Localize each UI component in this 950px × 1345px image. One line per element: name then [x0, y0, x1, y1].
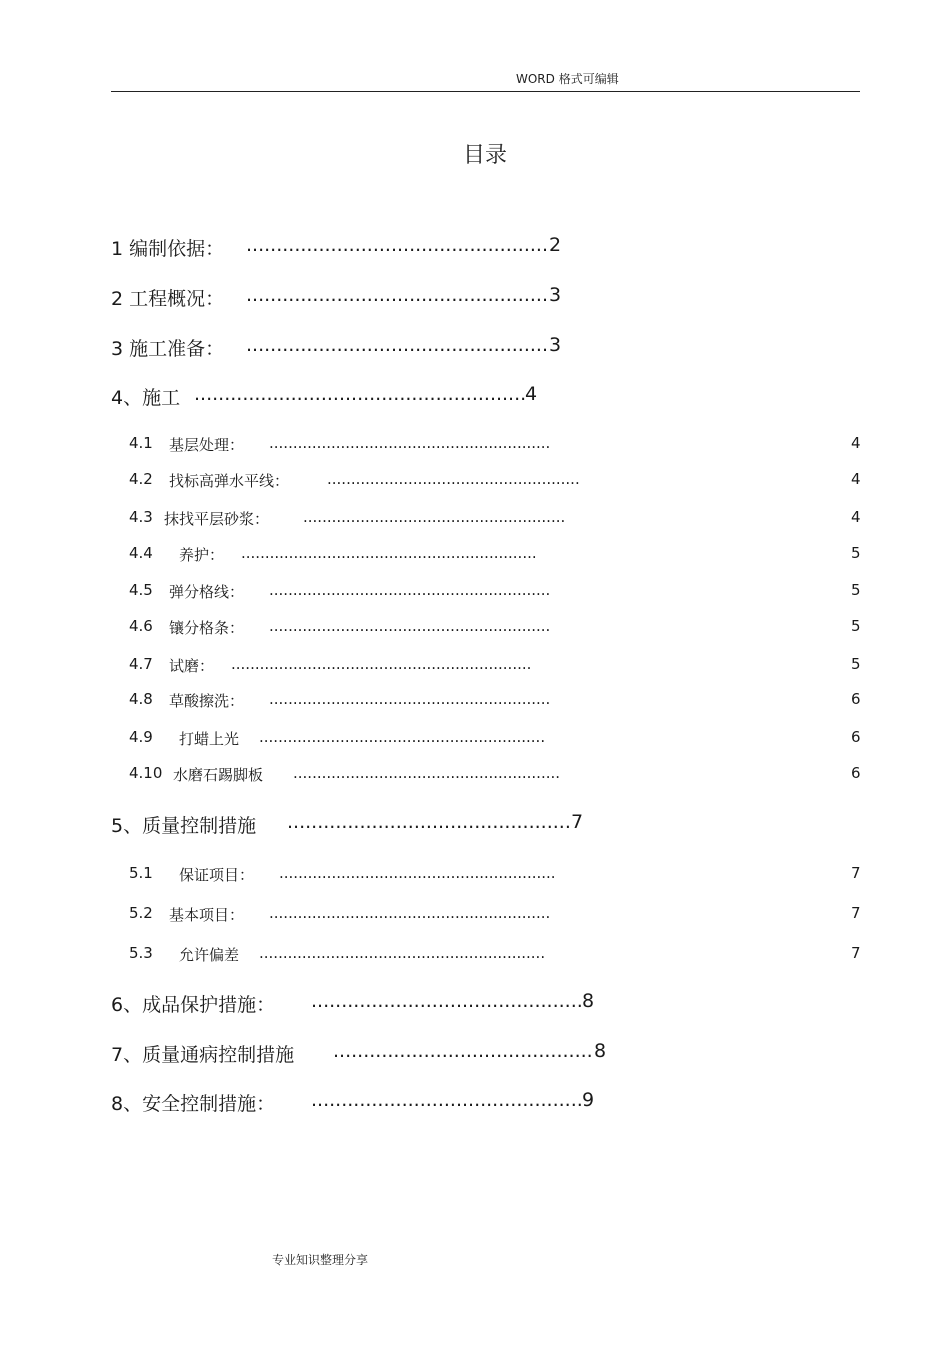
toc-entry-leader: ............................................. — [311, 1089, 583, 1111]
toc-entry-label: 6、成品保护措施： — [111, 994, 276, 1016]
toc-entry-page: 2 — [549, 234, 562, 256]
toc-entry-page: 3 — [549, 334, 562, 356]
toc-sub-number: 4.6 — [129, 617, 153, 635]
toc-sub-leader: ............................................................ — [259, 728, 546, 746]
toc-title: 目录 — [462, 143, 507, 168]
toc-entry-page: 8 — [582, 990, 595, 1012]
page-header-text: WORD 格式可编辑 — [516, 72, 619, 86]
toc-entry-leader: .................................................. — [246, 284, 548, 306]
toc-sub-leader: ............................................................ — [259, 944, 546, 962]
page-footer-text: 专业知识整理分享 — [272, 1253, 369, 1267]
toc-entry-label: 4、施工 — [111, 387, 181, 409]
toc-sub-number: 4.10 — [129, 764, 163, 782]
toc-sub-number: 4.8 — [129, 690, 153, 708]
toc-sub-page: 4 — [851, 470, 861, 488]
toc-sub-label: 允许偏差 — [179, 946, 240, 964]
toc-entry-page: 9 — [582, 1089, 595, 1111]
toc-sub-page: 6 — [851, 764, 861, 782]
toc-sub-number: 4.5 — [129, 581, 153, 599]
toc-sub-label: 基层处理： — [169, 436, 245, 454]
toc-sub-leader: ........................................................... — [269, 581, 551, 599]
toc-sub-page: 6 — [851, 728, 861, 746]
toc-sub-page: 6 — [851, 690, 861, 708]
toc-sub-label: 草酸擦洗： — [169, 692, 245, 710]
toc-sub-page: 4 — [851, 508, 861, 526]
toc-sub-leader: ....................................................... — [303, 508, 566, 526]
toc-sub-leader: ........................................................... — [269, 904, 551, 922]
toc-sub-page: 4 — [851, 434, 861, 452]
toc-entry-leader: .................................................. — [246, 334, 548, 356]
toc-sub-label: 抹找平层砂浆： — [164, 510, 270, 528]
toc-sub-number: 4.7 — [129, 655, 153, 673]
toc-entry-page: 7 — [571, 811, 584, 833]
toc-sub-label: 养护： — [179, 546, 225, 564]
toc-sub-leader: ........................................................ — [293, 764, 561, 782]
toc-entry-label: 1 编制依据： — [111, 238, 225, 260]
toc-sub-label: 基本项目： — [169, 906, 245, 924]
toc-sub-label: 保证项目： — [179, 866, 255, 884]
toc-sub-leader: .............................................................. — [241, 544, 537, 562]
toc-sub-page: 7 — [851, 944, 861, 962]
toc-sub-number: 5.1 — [129, 864, 153, 882]
toc-sub-number: 4.2 — [129, 470, 153, 488]
toc-sub-page: 5 — [851, 655, 861, 673]
header-divider — [111, 91, 860, 92]
toc-entry-label: 8、安全控制措施： — [111, 1093, 276, 1115]
toc-entry-leader: ....................................................... — [194, 383, 527, 405]
toc-sub-label: 试磨： — [169, 657, 215, 675]
toc-sub-label: 水磨石踢脚板 — [173, 766, 264, 784]
toc-entry-leader: ........................................... — [333, 1040, 593, 1062]
toc-sub-leader: .......................................................... — [279, 864, 556, 882]
toc-entry-page: 4 — [525, 383, 538, 405]
toc-sub-page: 7 — [851, 864, 861, 882]
toc-entry-label: 5、质量控制措施 — [111, 815, 257, 837]
toc-sub-number: 4.3 — [129, 508, 153, 526]
toc-sub-leader: ........................................................... — [269, 434, 551, 452]
toc-sub-page: 5 — [851, 581, 861, 599]
toc-entry-label: 7、质量通病控制措施 — [111, 1044, 295, 1066]
toc-sub-label: 打蜡上光 — [179, 730, 240, 748]
toc-sub-number: 4.4 — [129, 544, 153, 562]
toc-sub-page: 5 — [851, 617, 861, 635]
toc-sub-number: 4.1 — [129, 434, 153, 452]
toc-sub-number: 5.3 — [129, 944, 153, 962]
toc-sub-number: 4.9 — [129, 728, 153, 746]
toc-sub-leader: ........................................................... — [269, 617, 551, 635]
toc-entry-page: 8 — [594, 1040, 607, 1062]
toc-sub-leader: ........................................................... — [269, 690, 551, 708]
toc-sub-number: 5.2 — [129, 904, 153, 922]
toc-sub-label: 找标高弹水平线： — [169, 472, 290, 490]
toc-sub-label: 镶分格条： — [169, 619, 245, 637]
toc-entry-page: 3 — [549, 284, 562, 306]
toc-entry-leader: .................................................. — [246, 234, 548, 256]
toc-sub-page: 5 — [851, 544, 861, 562]
toc-sub-leader: ..................................................... — [327, 470, 580, 488]
toc-entry-label: 2 工程概况： — [111, 288, 225, 310]
toc-sub-leader: ............................................................... — [231, 655, 532, 673]
toc-entry-leader: ............................................. — [311, 990, 583, 1012]
toc-entry-label: 3 施工准备： — [111, 338, 225, 360]
toc-entry-leader: ............................................... — [287, 811, 571, 833]
toc-sub-label: 弹分格线： — [169, 583, 245, 601]
toc-sub-page: 7 — [851, 904, 861, 922]
